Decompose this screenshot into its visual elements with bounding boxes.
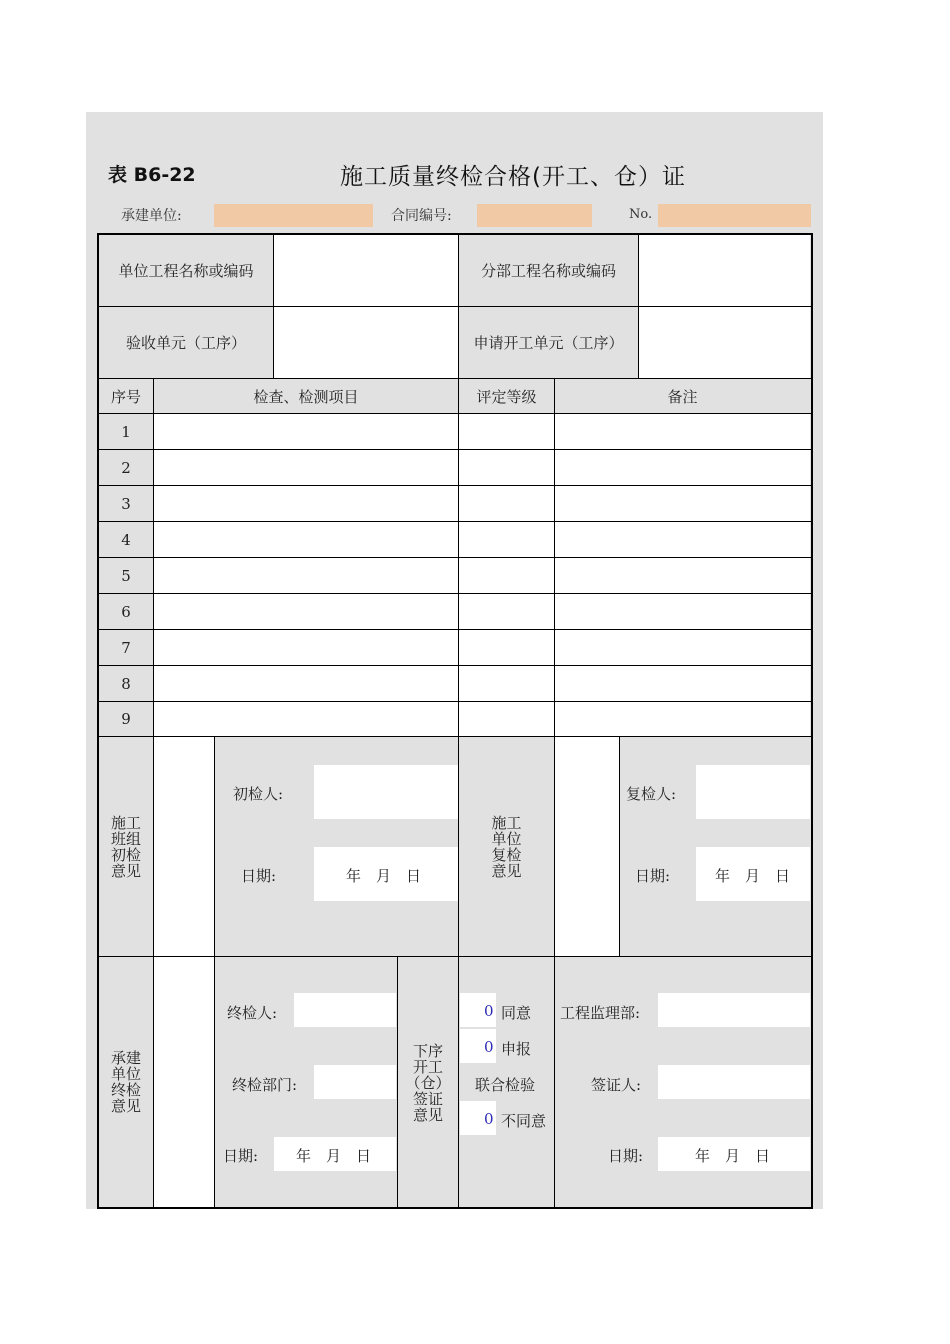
grid-line [99, 956, 811, 957]
team-opinion-label: 施工 班组 初检 意见 [110, 814, 141, 880]
initial-date-label: 日期: [241, 867, 277, 885]
form-title: 施工质量终检合格(开工、仓）证 [340, 164, 686, 190]
grid-line [99, 413, 811, 414]
grid-line [99, 665, 811, 666]
grid-line [638, 235, 639, 378]
grid-line [99, 485, 811, 486]
grid-line [99, 521, 811, 522]
grid-line [214, 737, 215, 1207]
grid-line [99, 629, 811, 630]
row-number: 1 [121, 422, 131, 441]
acceptance-unit-label: 验收单元（工序） [125, 334, 246, 352]
grid-line [99, 736, 811, 737]
next-process-opinion-label: 下序 开工 （仓） 签证 意见 [405, 1042, 451, 1124]
grid-line [554, 378, 555, 1207]
apply-start-label: 申请开工单元（工序） [473, 334, 624, 352]
row-number: 9 [121, 710, 131, 728]
final-date-value: 年 月 日 [296, 1147, 372, 1165]
sub-project-label: 分部工程名称或编码 [480, 262, 616, 280]
grid-line [99, 449, 811, 450]
row-number: 4 [121, 530, 131, 549]
grid-line [99, 557, 811, 558]
agree-label: 同意 [501, 1004, 532, 1022]
row-number: 2 [121, 458, 131, 477]
joint-inspection-label: 联合检验 [475, 1076, 536, 1094]
final-inspector-label: 终检人: [227, 1004, 278, 1022]
final-date-label: 日期: [223, 1147, 259, 1165]
reinspect-date-value: 年 月 日 [715, 867, 791, 885]
grid-line [619, 737, 620, 956]
reinspector-label: 复检人: [626, 785, 677, 803]
col-header-item: 检查、检测项目 [253, 387, 359, 406]
col-header-grade: 评定等级 [476, 387, 537, 406]
unit-opinion-label: 施工 单位 复检 意见 [491, 814, 522, 880]
form-code: 表 B6-22 [108, 164, 196, 186]
apply-label: 申报 [501, 1040, 532, 1058]
unit-project-label: 单位工程名称或编码 [118, 262, 254, 280]
initial-inspector-label: 初检人: [233, 785, 284, 803]
signer-label: 签证人: [591, 1076, 642, 1094]
grid-line [99, 593, 811, 594]
contractor-opinion-label: 承建 单位 终检 意见 [110, 1049, 141, 1115]
signer-date-label: 日期: [608, 1147, 644, 1165]
final-dept-label: 终检部门: [232, 1076, 298, 1094]
disagree-count: 0 [484, 1110, 494, 1128]
contractor-label: 承建单位: [121, 208, 182, 224]
no-label: No. [629, 207, 653, 222]
row-number: 5 [121, 566, 131, 585]
row-number: 3 [121, 494, 131, 513]
agree-count: 0 [484, 1002, 494, 1020]
initial-date-value: 年 月 日 [346, 867, 422, 885]
row-number: 6 [121, 602, 131, 621]
contractor-field[interactable] [214, 204, 373, 227]
contract-no-label: 合同编号: [391, 208, 452, 224]
grid-line [153, 378, 154, 1207]
no-field[interactable] [658, 204, 811, 227]
signer-date-value: 年 月 日 [695, 1147, 771, 1165]
grid-line [99, 701, 811, 702]
col-header-no: 序号 [110, 387, 141, 406]
disagree-label: 不同意 [501, 1112, 547, 1130]
row-number: 7 [121, 638, 131, 657]
supervision-label: 工程监理部: [560, 1004, 641, 1022]
col-header-remark: 备注 [667, 387, 698, 406]
contract-no-field[interactable] [477, 204, 592, 227]
row-number: 8 [121, 674, 131, 693]
grid-line [273, 235, 274, 378]
apply-count: 0 [484, 1038, 494, 1056]
reinspect-date-label: 日期: [635, 867, 671, 885]
